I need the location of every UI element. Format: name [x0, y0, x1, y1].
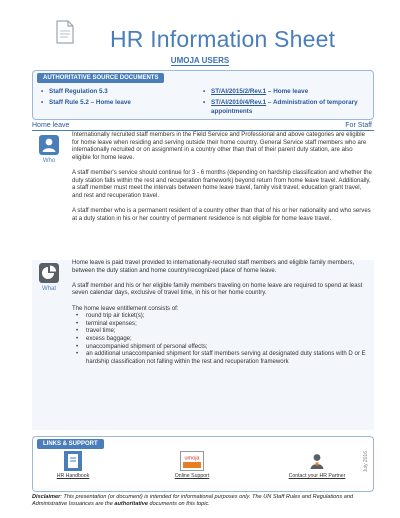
who-section	[32, 132, 374, 260]
source-desc: – Home leave	[266, 88, 309, 95]
contact-person-icon	[307, 451, 327, 471]
who-paragraph: Internationally recruited staff members in the Field Service and Professional and above categories are eligible for home leave when residing and serving outside their home country. General Service staff members who are internationally recruited or on assignment in a country other than that of their parent duty station, are also eligible for home leave.	[72, 132, 367, 161]
umoja-logo-text: umoja	[184, 455, 200, 462]
list-item: • an additional unaccompanied shipment for staff members serving at designated duty stations with D or E hardship classification not falling within the rest and recuperation framework	[72, 351, 372, 366]
list-item: • excess baggage;	[72, 336, 372, 344]
document-icon	[56, 20, 74, 44]
links-heading: LINKS & SUPPORT	[37, 439, 104, 449]
entitlement-list	[72, 313, 372, 366]
header	[0, 0, 400, 66]
source-documents-heading: AUTHORITATIVE SOURCE DOCUMENTS	[37, 73, 164, 83]
what-sidebar	[32, 260, 66, 292]
list-item: • terminal expenses;	[72, 321, 372, 329]
source-list-right	[203, 87, 371, 118]
disclaimer-text: : This presentation (or document) is intended for informational purposes only. The UN Staff Rules and Regulations and Administrative Issuances are the	[32, 494, 354, 508]
hr-handbook-link[interactable]	[49, 451, 97, 479]
source-link-st-ai-2015[interactable]	[203, 87, 371, 96]
source-link-st-ai-2010[interactable]	[203, 98, 371, 116]
list-item: • unaccompanied shipment of personal effects;	[72, 344, 372, 352]
audience-subtitle: UMOJA USERS	[170, 56, 230, 65]
hr-handbook-label[interactable]: HR Handbook	[56, 473, 90, 479]
topic-bar	[32, 122, 374, 131]
source-ref[interactable]: ST/AI/2015/2/Rev.1	[211, 88, 267, 95]
who-sidebar	[32, 132, 66, 164]
topic-audience: For Staff	[345, 122, 372, 129]
source-desc: – Administration of temporary appointments	[211, 99, 358, 115]
list-item: • travel time;	[72, 328, 372, 336]
handbook-icon	[64, 451, 82, 471]
what-paragraph: Home leave is paid travel provided to internationally-recruited staff members and eligible family members, between the duty station and home country/recognized place of home leave.	[72, 260, 355, 274]
source-link-staff-rule[interactable]: • Staff Rule 5.2 – Home leave	[41, 98, 191, 107]
disclaimer	[32, 494, 374, 508]
what-paragraph: A staff member and his or her eligible family members traveling on home leave are required to spend at least seven calendar days, exclusive of travel time, in his or her home country.	[72, 282, 363, 297]
pie-chart-icon	[39, 263, 59, 283]
what-label: What	[41, 286, 56, 292]
who-label: Who	[42, 158, 56, 164]
source-list-left	[41, 87, 191, 109]
topic-name: Home leave	[32, 122, 70, 129]
what-body	[72, 260, 372, 366]
list-item: • round trip air ticket(s);	[72, 313, 372, 321]
who-paragraph: A staff member who is a permanent resident of a country other than that of his or her nationality and who serves at a duty station in his or her country of permanent residence is not eligible for home leave travel.	[72, 207, 371, 222]
issue-date: July 2016	[363, 451, 369, 473]
what-paragraph: The home leave entitlement consists of:	[72, 305, 179, 312]
page-title: HR Information Sheet	[110, 26, 336, 52]
online-support-label[interactable]: Online Support	[174, 473, 210, 479]
disclaimer-tail: documents on this topic.	[147, 501, 210, 508]
source-link-staff-regulation[interactable]: • Staff Regulation 5.3	[41, 87, 191, 96]
disclaimer-label: Disclaimer	[32, 494, 61, 500]
what-section	[32, 260, 374, 430]
contact-hr-partner-link[interactable]	[279, 451, 355, 479]
contact-hr-partner-label[interactable]: Contact your HR Partner	[288, 473, 346, 479]
links-support-box	[32, 436, 374, 492]
source-ref[interactable]: ST/AI/2010/4/Rev.1	[211, 99, 267, 106]
online-support-link[interactable]	[167, 451, 217, 479]
who-paragraph: A staff member's service should continue for 3 - 6 months (depending on hardship classification and whether the duty station falls within the rest and recuperation framework) beyond return from home leave travel. Additionally, a staff member must meet the intervals between home leave travel, family visit travel, education grant travel, and rest and recuperation travel.	[72, 169, 372, 199]
disclaimer-emphasis: authoritative	[114, 501, 148, 508]
source-documents-box	[32, 70, 374, 120]
umoja-logo-icon	[180, 451, 204, 471]
person-icon	[39, 135, 59, 155]
who-body	[72, 132, 372, 231]
